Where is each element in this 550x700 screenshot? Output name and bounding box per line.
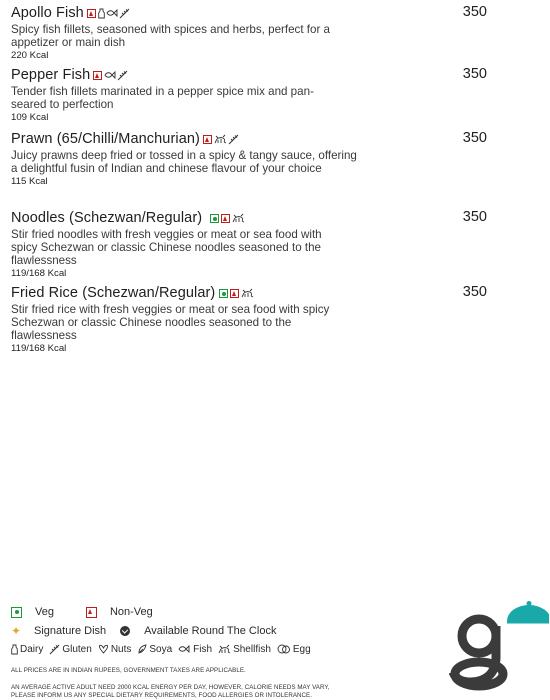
energy-note: AN AVERAGE ACTIVE ADULT NEED 2000 KCAL ENERGY PER DAY, HOWEVER, CALORIE NEEDS MAY VARY, PLEASE INFORM US ANY SPECIAL DIETARY REQUIREMENTS, FOOD ALLERGIES OR INTOLERANCE. bbox=[11, 684, 330, 699]
signature-label: Signature Dish bbox=[34, 624, 107, 637]
item-name: Prawn (65/Chilli/Manchurian) bbox=[11, 131, 200, 147]
brand-logo bbox=[449, 600, 549, 695]
item-description: Stir fried noodles with fresh veggies or meat or sea food with spicy Schezwan or classic Chinese noodles seasoned to the flawlessness bbox=[11, 228, 322, 267]
legend-allergen: Nuts bbox=[98, 644, 132, 655]
legend-feature-row bbox=[11, 623, 431, 639]
gluten-icon bbox=[119, 8, 130, 19]
nonveg-icon bbox=[221, 214, 230, 223]
veg-icon bbox=[219, 289, 228, 298]
egg-icon bbox=[277, 644, 291, 654]
fish-icon bbox=[178, 644, 191, 654]
nonveg-icon bbox=[87, 9, 96, 18]
menu-item bbox=[11, 209, 541, 284]
item-kcal: 220 Kcal bbox=[11, 50, 49, 61]
menu-item bbox=[11, 4, 541, 66]
nonveg-icon bbox=[93, 71, 102, 80]
legend-allergen: Soya bbox=[137, 644, 172, 655]
item-price: 350 bbox=[462, 130, 487, 146]
cloche-icon bbox=[507, 605, 549, 621]
shellfish-icon bbox=[218, 644, 231, 654]
menu-item bbox=[11, 130, 541, 209]
legend-diet-row bbox=[11, 604, 431, 620]
item-price: 350 bbox=[462, 66, 487, 82]
signature-star-icon: ✦ bbox=[11, 623, 22, 638]
dairy-icon bbox=[98, 8, 105, 19]
item-name: Fried Rice (Schezwan/Regular) bbox=[11, 285, 216, 301]
legend-allergen: Shellfish bbox=[218, 644, 271, 655]
item-description: Spicy fish fillets, seasoned with spices and herbs, perfect for a appetizer or main dish bbox=[11, 23, 330, 49]
veg-icon bbox=[11, 607, 22, 618]
round-clock-icon bbox=[120, 626, 130, 636]
item-price: 350 bbox=[462, 4, 487, 20]
legend-allergen: Gluten bbox=[49, 644, 91, 655]
item-description: Juicy prawns deep fried or tossed in a spicy & tangy sauce, offering a delightful fusin of Indian and chinese flavour of your choice bbox=[11, 149, 357, 175]
item-name: Noodles (Schezwan/Regular) bbox=[11, 210, 203, 226]
soya-icon bbox=[137, 644, 147, 654]
item-kcal: 119/168 Kcal bbox=[11, 343, 67, 354]
item-kcal: 119/168 Kcal bbox=[11, 268, 67, 279]
item-tags bbox=[203, 134, 239, 145]
fish-icon bbox=[104, 70, 116, 80]
item-tags bbox=[210, 213, 245, 223]
nonveg-label: Non-Veg bbox=[109, 606, 153, 618]
gluten-icon bbox=[117, 70, 128, 81]
fish-icon bbox=[106, 8, 118, 18]
item-price: 350 bbox=[462, 209, 487, 225]
menu-item bbox=[11, 66, 541, 130]
shellfish-icon bbox=[241, 288, 254, 298]
legend-allergen: Fish bbox=[178, 644, 212, 655]
shellfish-icon bbox=[232, 213, 245, 223]
item-kcal: 109 Kcal bbox=[11, 112, 49, 123]
item-name: Pepper Fish bbox=[11, 67, 91, 83]
gluten-icon bbox=[49, 644, 60, 655]
veg-label: Veg bbox=[35, 606, 54, 618]
item-tags bbox=[219, 288, 254, 298]
item-price: 350 bbox=[462, 284, 487, 300]
menu-item bbox=[11, 284, 541, 354]
round-clock-label: Available Round The Clock bbox=[144, 624, 277, 637]
veg-icon bbox=[210, 214, 219, 223]
item-tags bbox=[93, 70, 128, 81]
legend bbox=[11, 604, 431, 660]
item-description: Stir fried rice with fresh veggies or meat or sea food with spicy Schezwan or classic Chinese noodles seasoned to the flawlessness bbox=[11, 303, 330, 342]
item-name: Apollo Fish bbox=[11, 5, 84, 21]
legend-allergen: Egg bbox=[277, 644, 311, 655]
dairy-icon bbox=[11, 644, 18, 655]
nonveg-icon bbox=[203, 135, 212, 144]
legend-allergen: Dairy bbox=[11, 644, 43, 655]
nuts-icon bbox=[98, 644, 109, 654]
shellfish-icon bbox=[214, 134, 227, 144]
menu-list bbox=[11, 4, 541, 354]
legend-allergen-row bbox=[11, 641, 431, 657]
gluten-icon bbox=[228, 134, 239, 145]
nonveg-icon bbox=[86, 607, 97, 618]
item-description: Tender fish fillets marinated in a pepper spice mix and pan-seared to perfection bbox=[11, 85, 314, 111]
item-kcal: 115 Kcal bbox=[11, 176, 48, 187]
prices-note: ALL PRICES ARE IN INDIAN RUPEES, GOVERNMENT TAXES ARE APPLICABLE. bbox=[11, 667, 246, 674]
item-tags bbox=[87, 8, 130, 19]
nonveg-icon bbox=[230, 289, 239, 298]
